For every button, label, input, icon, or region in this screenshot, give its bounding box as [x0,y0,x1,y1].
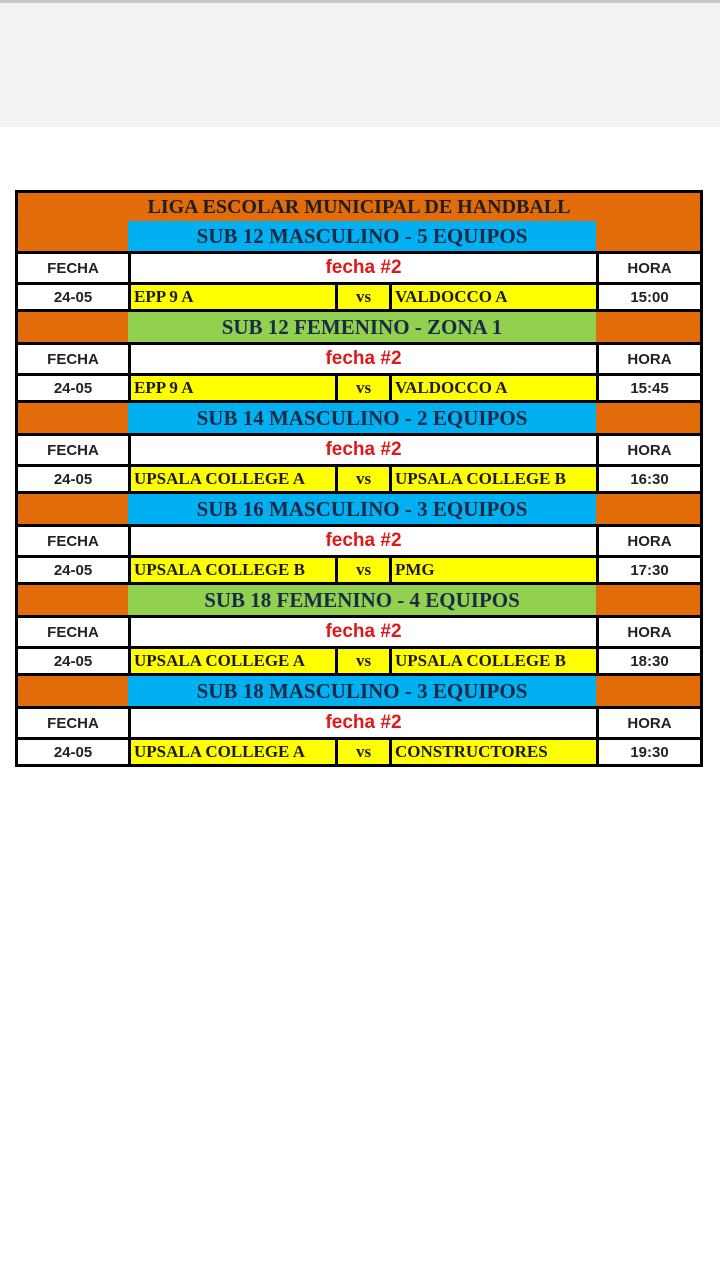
round-label: fecha #2 [131,527,599,555]
header-row [15,615,703,646]
hora-header: HORA [627,532,672,550]
category-label: SUB 12 FEMENINO - ZONA 1 [128,312,596,342]
hora-header: HORA [627,259,672,277]
vs-label: vs [338,376,392,400]
away-team: VALDOCCO A [392,285,599,309]
match-date: 24-05 [18,558,131,582]
home-team: UPSALA COLLEGE B [131,558,338,582]
hora-header: HORA [627,350,672,368]
match-row [15,282,703,312]
category-right-fill [596,312,700,342]
category-label: SUB 14 MASCULINO - 2 EQUIPOS [128,403,596,433]
match-date: 24-05 [18,285,131,309]
round-label: fecha #2 [131,254,599,282]
category-left-fill [18,312,128,342]
category-right-fill [596,221,700,251]
match-row [15,555,703,585]
category-right-fill [596,494,700,524]
match-row [15,373,703,403]
category-label: SUB 16 MASCULINO - 3 EQUIPOS [128,494,596,524]
schedule-table [15,190,703,767]
match-time: 17:30 [630,561,669,579]
category-label: SUB 18 FEMENINO - 4 EQUIPOS [128,585,596,615]
category-label: SUB 12 MASCULINO - 5 EQUIPOS [128,221,596,251]
header-row [15,433,703,464]
fecha-header: FECHA [18,527,131,555]
match-time: 19:30 [630,743,669,761]
match-time: 15:45 [630,379,669,397]
away-team: UPSALA COLLEGE B [392,649,599,673]
match-row [15,646,703,676]
match-date: 24-05 [18,740,131,764]
hora-header: HORA [627,714,672,732]
fecha-header: FECHA [18,709,131,737]
vs-label: vs [338,285,392,309]
category-row [15,585,703,615]
category-row [15,676,703,706]
category-left-fill [18,494,128,524]
category-left-fill [18,585,128,615]
match-date: 24-05 [18,649,131,673]
round-label: fecha #2 [131,436,599,464]
category-row [15,221,703,251]
match-date: 24-05 [18,376,131,400]
fecha-header: FECHA [18,254,131,282]
hora-header: HORA [627,623,672,641]
home-team: UPSALA COLLEGE A [131,649,338,673]
match-date: 24-05 [18,467,131,491]
round-label: fecha #2 [131,618,599,646]
header-row [15,251,703,282]
fecha-header: FECHA [18,436,131,464]
league-title: LIGA ESCOLAR MUNICIPAL DE HANDBALL [147,195,571,218]
round-label: fecha #2 [131,345,599,373]
header-row [15,342,703,373]
match-time: 16:30 [630,470,669,488]
fecha-header: FECHA [18,618,131,646]
header-row [15,706,703,737]
vs-label: vs [338,558,392,582]
away-team: VALDOCCO A [392,376,599,400]
league-title-row [15,190,703,221]
home-team: UPSALA COLLEGE A [131,740,338,764]
home-team: EPP 9 A [131,285,338,309]
match-row [15,464,703,494]
home-team: EPP 9 A [131,376,338,400]
vs-label: vs [338,649,392,673]
match-time: 15:00 [630,288,669,306]
category-left-fill [18,403,128,433]
category-row [15,312,703,342]
hora-header: HORA [627,441,672,459]
vs-label: vs [338,467,392,491]
category-row [15,403,703,433]
match-row [15,737,703,767]
fecha-header: FECHA [18,345,131,373]
header-row [15,524,703,555]
category-right-fill [596,403,700,433]
home-team: UPSALA COLLEGE A [131,467,338,491]
category-right-fill [596,585,700,615]
vs-label: vs [338,740,392,764]
away-team: CONSTRUCTORES [392,740,599,764]
away-team: PMG [392,558,599,582]
match-time: 18:30 [630,652,669,670]
away-team: UPSALA COLLEGE B [392,467,599,491]
category-left-fill [18,221,128,251]
browser-top-area [0,0,720,127]
category-right-fill [596,676,700,706]
category-row [15,494,703,524]
category-label: SUB 18 MASCULINO - 3 EQUIPOS [128,676,596,706]
category-left-fill [18,676,128,706]
round-label: fecha #2 [131,709,599,737]
